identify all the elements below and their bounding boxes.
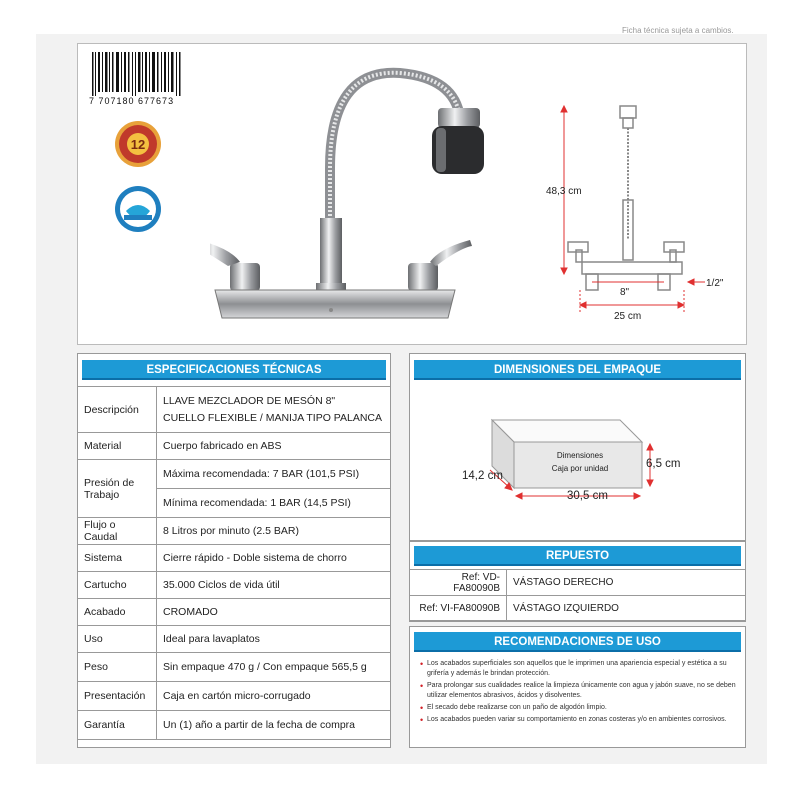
spec-label: Descripción [78,387,157,433]
table-row [78,387,391,433]
table-row [410,596,746,622]
spec-label: Presentación [78,682,157,711]
spec-value: Sin empaque 470 g / Con empaque 565,5 g [157,653,391,682]
spec-line: LLAVE MEZCLADOR DE MESÓN 8" [163,395,336,407]
barcode-icon [90,52,182,96]
package-box-label: Dimensiones [556,451,604,460]
table-row [410,570,746,596]
list-item: • Para prolongar sus cualidades realice la limpieza únicamente con agua y jabón suave, no se deben utilizar elementos abrasivos, ácidos y disolventes. [420,681,740,701]
warranty-seal-icon [114,120,162,168]
table-row [78,460,391,518]
part-name: VÁSTAGO IZQUIERDO [507,596,746,622]
spacing-dimension: 8" [620,287,630,298]
spec-value: 8 Litros por minuto (2.5 BAR) [157,518,391,545]
package-title: DIMENSIONES DEL EMPAQUE [414,360,741,380]
top-note: Ficha técnica sujeta a cambios. [622,26,734,35]
table-row [78,599,391,626]
package-depth: 14,2 cm [462,470,503,482]
spec-label: Peso [78,653,157,682]
specs-table [77,386,391,740]
list-item: • Los acabados pueden variar su comportamiento en zonas costeras y/o en ambientes corrosivos. [420,715,740,725]
spec-value [157,460,391,518]
list-item: • Los acabados superficiales son aquellos que le imprimen una apariencia especial y estética a su grifería y además le brindan protección. [420,659,740,679]
spec-value [157,387,391,433]
spec-line: Máxima recomendada: 7 BAR (101,5 PSI) [157,460,390,489]
spec-value: Ideal para lavaplatos [157,626,391,653]
table-row [78,433,391,460]
spec-label: Cartucho [78,572,157,599]
spec-value: 35.000 Ciclos de vida útil [157,572,391,599]
spec-label: Flujo o Caudal [78,518,157,545]
package-box-sublabel: Caja por unidad [551,464,609,473]
connection-dimension: 1/2" [706,278,724,289]
spec-value: Cuerpo fabricado en ABS [157,433,391,460]
part-ref: Ref: VI-FA80090B [410,596,507,622]
specs-title: ESPECIFICACIONES TÉCNICAS [82,360,386,380]
package-length: 30,5 cm [567,490,608,502]
list-item: • El secado debe realizarse con un paño de algodón limpio. [420,703,740,713]
spec-value: Un (1) año a partir de la fecha de compra [157,711,391,740]
spec-label: Garantía [78,711,157,740]
spec-label: Uso [78,626,157,653]
spec-line: CUELLO FLEXIBLE / MANIJA TIPO PALANCA [163,412,383,424]
warranty-number: 12 [130,137,146,152]
spec-line: Mínima recomendada: 1 BAR (14,5 PSI) [163,497,351,509]
table-row [78,626,391,653]
part-name: VÁSTAGO DERECHO [507,570,746,596]
dimension-diagram [540,100,740,330]
spec-value: CROMADO [157,599,391,626]
spec-value: Cierre rápido - Doble sistema de chorro [157,545,391,572]
width-dimension: 25 cm [614,311,642,322]
recommendations-list [420,659,740,727]
faucet-image [210,58,510,338]
spec-value: Caja en cartón micro-corrugado [157,682,391,711]
table-row [78,711,391,740]
parts-title: REPUESTO [414,546,741,566]
spec-label: Acabado [78,599,157,626]
spec-label: Sistema [78,545,157,572]
table-row [78,518,391,545]
water-saving-icon [114,185,162,233]
recommendations-title: RECOMENDACIONES DE USO [414,632,741,652]
package-height: 6,5 cm [646,458,681,470]
spec-label: Material [78,433,157,460]
table-row [78,653,391,682]
height-dimension: 48,3 cm [546,186,582,197]
part-ref: Ref: VD-FA80090B [410,570,507,596]
spec-label: Presión de Trabajo [78,460,157,518]
barcode-number: 7 707180 677673 [89,96,175,106]
table-row [78,545,391,572]
parts-table [409,569,746,622]
table-row [78,682,391,711]
table-row [78,572,391,599]
